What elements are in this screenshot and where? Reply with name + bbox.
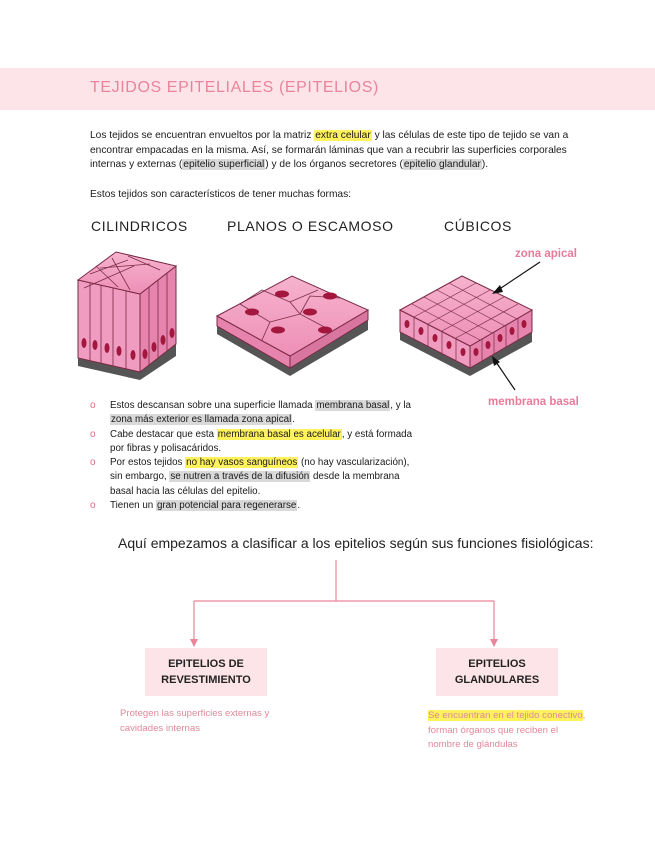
label-cubicos: CÚBICOS bbox=[444, 218, 512, 234]
bullet-text: (no hay vascularización), sin embargo, bbox=[110, 457, 410, 483]
highlight-extra-celular: extra celular bbox=[315, 130, 371, 141]
classification-heading: Aquí empezamos a clasificar a los epitelios según sus funciones fisiológicas: bbox=[118, 535, 594, 551]
box-line: REVESTIMIENTO bbox=[161, 674, 251, 686]
highlight: gran potencial para regenerarse bbox=[156, 500, 297, 512]
box-line: GLANDULARES bbox=[454, 674, 540, 686]
intro-text-4: ). bbox=[481, 159, 489, 170]
highlight: no hay vasos sanguíneos bbox=[186, 457, 298, 469]
label-planos: PLANOS O ESCAMOSO bbox=[227, 218, 394, 234]
bullet-text: Estos descansan sobre una superficie llamada bbox=[110, 400, 316, 411]
box-line: EPITELIOS bbox=[468, 658, 526, 670]
bullet-text: . bbox=[297, 500, 301, 512]
bullet-text: Por estos tejidos bbox=[110, 457, 186, 469]
highlight: membrana basal es acelular bbox=[217, 428, 341, 440]
bullet-text: Tienen un bbox=[110, 500, 156, 512]
intro-text-3: ) y de los órganos secretores ( bbox=[265, 159, 403, 170]
bullet-text: , y la bbox=[390, 400, 411, 411]
highlight: se nutren a través de la difusión bbox=[170, 471, 310, 483]
bullet-marker: o bbox=[90, 428, 96, 440]
box-line: EPITELIOS DE bbox=[168, 658, 244, 670]
highlight-epitelio-glandular: epitelio glandular bbox=[403, 159, 481, 170]
bullet-text: desde la membrana basal hacia las células del epitelio. bbox=[110, 471, 400, 497]
bullet-text: Cabe destacar que esta bbox=[110, 428, 217, 440]
bullet-text: . bbox=[292, 414, 295, 426]
highlight: zona más exterior es llamada zona apical bbox=[111, 414, 292, 426]
bullet-marker: o bbox=[90, 500, 96, 512]
callout-membrana-basal: membrana basal bbox=[488, 396, 579, 408]
bullet-marker: o bbox=[90, 400, 96, 411]
highlight: membrana basal bbox=[316, 400, 390, 411]
box-epitelios-glandulares bbox=[436, 648, 558, 696]
highlight-epitelio-superficial: epitelio superficial bbox=[183, 159, 265, 170]
description-text: , forman órganos que reciben el nombre de glándulas bbox=[428, 710, 586, 750]
description-glandulares bbox=[428, 709, 588, 753]
callout-zona-apical: zona apical bbox=[515, 248, 577, 260]
intro-text-1: Los tejidos se encuentran envueltos por la matriz bbox=[90, 130, 315, 141]
description-revestimiento: Protegen las superficies externas y cavidades internas bbox=[120, 708, 270, 734]
box-epitelios-revestimiento bbox=[145, 648, 267, 696]
bullet-marker: o bbox=[90, 457, 96, 469]
intro-text-2: y las células de este tipo de tejido se van a encontrar empacadas en la misma. Así, se formarán láminas que van a recubrir las superficies corporales internas y externas ( bbox=[90, 130, 569, 170]
bullet-text: , y está formada por fibras y polisacáridos. bbox=[110, 428, 413, 454]
highlight: Se encuentran en el tejido conectivo bbox=[428, 710, 583, 721]
page-title: TEJIDOS EPITELIALES (EPITELIOS) bbox=[90, 79, 379, 96]
forms-paragraph: Estos tejidos son característicos de tener muchas formas: bbox=[90, 189, 352, 200]
label-cilindricos: CILINDRICOS bbox=[91, 218, 188, 234]
